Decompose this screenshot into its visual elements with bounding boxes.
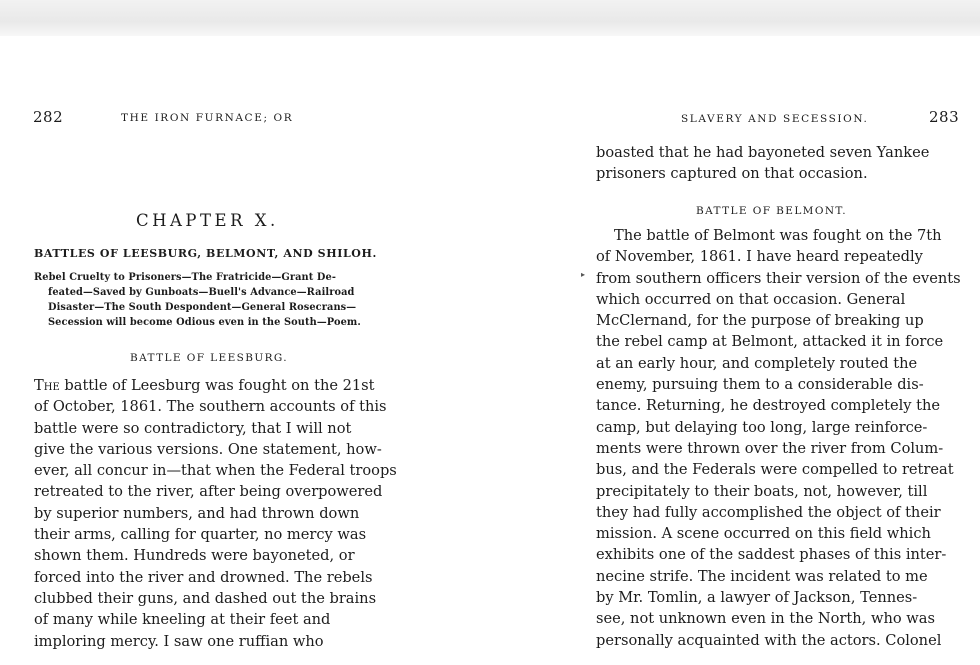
synopsis-line: Rebel Cruelty to Prisoners—The Fratricide—Grant De- (34, 272, 337, 283)
body-line: of October, 1861. The southern accounts of this (34, 398, 387, 416)
right-top-text (596, 142, 956, 185)
body-line: their arms, calling for quarter, no mercy was (34, 526, 367, 544)
body-line: boasted that he had bayoneted seven Yankee (596, 144, 930, 161)
body-line: exhibits one of the saddest phases of this inter- (596, 546, 947, 564)
body-line: shown them. Hundreds were bayoneted, or (34, 547, 355, 565)
body-line: they had fully accomplished the object of their (596, 503, 941, 521)
chapter-synopsis (34, 270, 399, 330)
drop-word: The (34, 377, 60, 394)
left-page (0, 0, 440, 665)
body-line: of many while kneeling at their feet and (34, 611, 331, 629)
right-body-text (596, 225, 961, 651)
right-page (560, 0, 980, 665)
body-line: at an early hour, and completely routed the (596, 354, 918, 372)
body-line: bus, and the Federals were compelled to retreat (596, 461, 954, 479)
body-line: McClernand, for the purpose of breaking up (596, 312, 924, 330)
body-line: The battle of Belmont was fought on the 7th (614, 227, 942, 244)
body-line: of November, 1861. I have heard repeatedly (596, 248, 923, 266)
left-body-text (34, 375, 400, 652)
synopsis-line: Disaster—The South Despondent—General Rosecrans— (48, 302, 357, 313)
body-line: by superior numbers, and had thrown down (34, 504, 360, 522)
chapter-title: CHAPTER X. (136, 211, 279, 230)
body-line: battle of Leesburg was fought on the 21st (59, 377, 375, 394)
section-heading-belmont: BATTLE OF BELMONT. (696, 205, 848, 217)
right-page-number: 283 (929, 108, 960, 126)
body-line: give the various versions. One statement, how- (34, 440, 382, 458)
body-line: enemy, pursuing them to a considerable dis- (596, 376, 924, 394)
body-line: personally acquainted with the actors. Colonel (596, 631, 942, 649)
body-line: ever, all concur in—that when the Federal troops (34, 462, 397, 480)
body-line: ments were thrown over the river from Colum- (596, 439, 944, 457)
body-line: which occurred on that occasion. General (596, 290, 906, 308)
synopsis-line: Secession will become Odious even in the South—Poem. (48, 317, 361, 328)
body-line: imploring mercy. I saw one ruffian who (34, 632, 324, 650)
section-heading-leesburg: BATTLE OF LEESBURG. (130, 352, 289, 364)
left-page-number: 282 (33, 108, 64, 126)
body-line: tance. Returning, he destroyed completely the (596, 397, 941, 415)
scan-mark: ▸ (581, 270, 586, 279)
body-line: precipitately to their boats, not, however, till (596, 482, 928, 500)
body-line: forced into the river and drowned. The rebels (34, 568, 373, 586)
body-line: battle were so contradictory, that I will not (34, 419, 352, 437)
body-line: the rebel camp at Belmont, attacked it in force (596, 333, 944, 351)
body-line: clubbed their guns, and dashed out the brains (34, 589, 377, 607)
body-line: by Mr. Tomlin, a lawyer of Jackson, Tennes- (596, 589, 918, 607)
body-line: from southern officers their version of the events (596, 269, 961, 287)
chapter-subtitle: BATTLES OF LEESBURG, BELMONT, AND SHILOH. (34, 247, 377, 260)
body-line: mission. A scene occurred on this field which (596, 525, 931, 543)
right-running-head: SLAVERY AND SECESSION. (681, 113, 869, 125)
body-line: retreated to the river, after being overpowered (34, 483, 383, 501)
synopsis-line: feated—Saved by Gunboats—Buell's Advance—Railroad (48, 287, 355, 298)
body-line: see, not unknown even in the North, who was (596, 610, 935, 628)
left-running-head: THE IRON FURNACE; OR (121, 112, 294, 124)
body-line: camp, but delaying too long, large reinforce- (596, 418, 928, 436)
body-line: prisoners captured on that occasion. (596, 165, 868, 183)
body-line: necine strife. The incident was related to me (596, 567, 928, 585)
